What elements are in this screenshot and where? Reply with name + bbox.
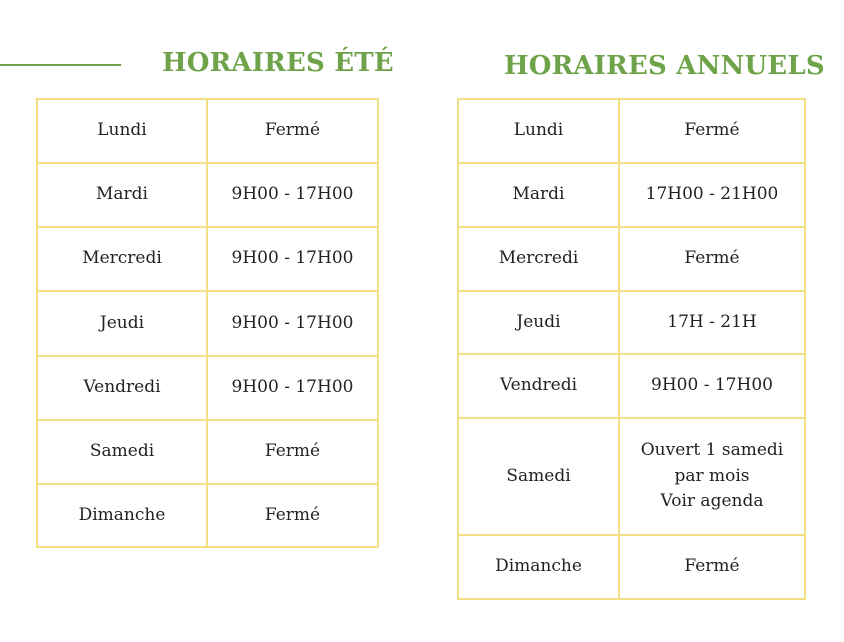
day-cell: Mardi — [458, 163, 619, 227]
accent-line — [0, 64, 121, 66]
table-row — [37, 227, 378, 291]
day-cell: Jeudi — [458, 291, 619, 354]
day-cell: Samedi — [37, 420, 207, 484]
day-cell: Vendredi — [458, 354, 619, 418]
summer-title: HORAIRES ÉTÉ — [162, 48, 394, 78]
annual-schedule-table — [457, 98, 806, 600]
hours-cell: Fermé — [619, 99, 805, 163]
hours-cell: 9H00 - 17H00 — [207, 356, 378, 420]
table-row — [37, 356, 378, 420]
hours-cell: 17H00 - 21H00 — [619, 163, 805, 227]
day-cell: Vendredi — [37, 356, 207, 420]
day-cell: Mardi — [37, 163, 207, 227]
table-row — [458, 354, 805, 418]
table-row — [37, 291, 378, 356]
day-cell: Mercredi — [37, 227, 207, 291]
table-row — [458, 163, 805, 227]
day-cell: Lundi — [37, 99, 207, 163]
hours-cell: Fermé — [619, 535, 805, 599]
annual-title: HORAIRES ANNUELS — [504, 51, 825, 81]
hours-cell — [619, 418, 805, 535]
day-cell: Dimanche — [458, 535, 619, 599]
table-row — [37, 163, 378, 227]
day-cell: Mercredi — [458, 227, 619, 291]
table-row — [458, 227, 805, 291]
hours-cell: 17H - 21H — [619, 291, 805, 354]
hours-cell: 9H00 - 17H00 — [207, 291, 378, 356]
table-row — [37, 99, 378, 163]
hours-line: Voir agenda — [660, 491, 764, 512]
table-row — [458, 99, 805, 163]
hours-cell: Fermé — [207, 484, 378, 547]
summer-schedule-table — [36, 98, 379, 548]
table-row — [458, 291, 805, 354]
hours-cell: Fermé — [619, 227, 805, 291]
table-row — [458, 418, 805, 535]
hours-cell: Fermé — [207, 420, 378, 484]
hours-cell: 9H00 - 17H00 — [207, 163, 378, 227]
table-row — [37, 484, 378, 547]
table-row — [37, 420, 378, 484]
hours-cell: 9H00 - 17H00 — [207, 227, 378, 291]
hours-line: par mois — [674, 465, 750, 486]
hours-line: Ouvert 1 samedi — [640, 440, 784, 461]
hours-cell: Fermé — [207, 99, 378, 163]
day-cell: Samedi — [458, 418, 619, 535]
day-cell: Dimanche — [37, 484, 207, 547]
table-row — [458, 535, 805, 599]
day-cell: Lundi — [458, 99, 619, 163]
hours-cell: 9H00 - 17H00 — [619, 354, 805, 418]
day-cell: Jeudi — [37, 291, 207, 356]
